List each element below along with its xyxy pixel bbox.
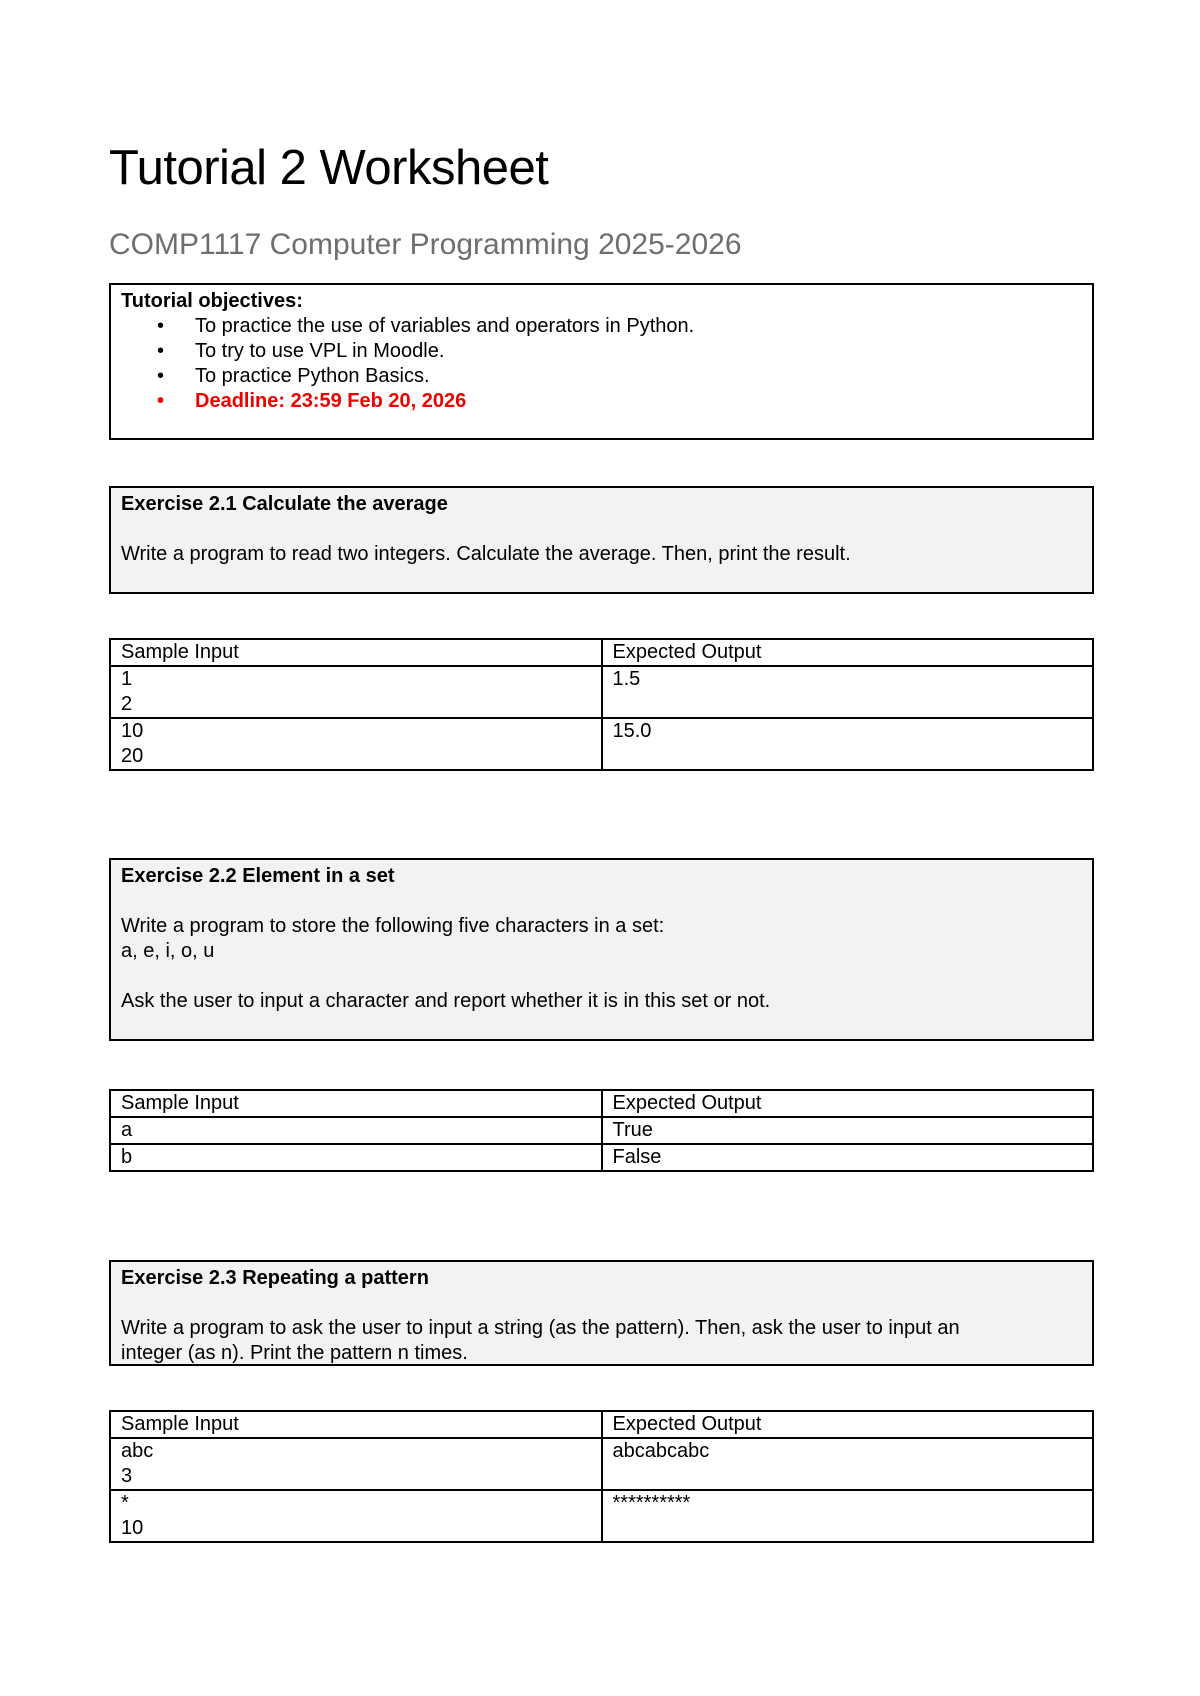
output-cell (602, 666, 1094, 718)
exercise-text: a, e, i, o, u (121, 940, 215, 962)
input-cell (110, 1438, 602, 1490)
input-cell (110, 1144, 602, 1171)
table-header-row (110, 1411, 1093, 1438)
input-cell (110, 666, 602, 718)
exercise-text: Write a program to ask the user to input a string (as the pattern). Then, ask the user to input an (121, 1317, 960, 1339)
column-header: Expected Output (602, 639, 1094, 666)
cell-line: False (612, 1146, 662, 1168)
exercise-heading: Exercise 2.3 Repeating a pattern (121, 1267, 429, 1289)
objective-item: • To practice Python Basics. (157, 364, 1082, 389)
table-row (110, 666, 1093, 718)
output-cell (602, 1117, 1094, 1144)
table-row (110, 718, 1093, 770)
output-cell (602, 718, 1094, 770)
table-header-row (110, 1090, 1093, 1117)
column-header: Expected Output (602, 1090, 1094, 1117)
page-title: Tutorial 2 Worksheet (109, 141, 549, 195)
cell-line: 3 (121, 1465, 133, 1487)
deadline-item: • Deadline: 23:59 Feb 20, 2026 (157, 389, 1082, 414)
exercise-2-3-box (109, 1260, 1094, 1366)
table-row (110, 1490, 1093, 1542)
exercise-2-2-box (109, 858, 1094, 1041)
exercise-2-3-table (109, 1410, 1094, 1543)
exercise-2-1-box (109, 486, 1094, 594)
input-cell (110, 1490, 602, 1542)
exercise-text: Write a program to read two integers. Calculate the average. Then, print the result. (121, 543, 851, 565)
exercise-heading: Exercise 2.1 Calculate the average (121, 493, 448, 515)
exercise-text: Write a program to store the following five characters in a set: (121, 915, 665, 937)
output-cell (602, 1144, 1094, 1171)
cell-line: ********** (612, 1492, 691, 1514)
cell-line: 10 (121, 1517, 144, 1539)
exercise-text: integer (as n). Print the pattern n times. (121, 1342, 468, 1364)
cell-line: 1 (121, 668, 133, 690)
page-subtitle: COMP1117 Computer Programming 2025-2026 (109, 228, 742, 261)
input-cell (110, 1117, 602, 1144)
cell-line: 15.0 (612, 720, 652, 742)
cell-line: 20 (121, 745, 144, 767)
table-row (110, 1144, 1093, 1171)
output-cell (602, 1438, 1094, 1490)
table-row (110, 1117, 1093, 1144)
objective-item: • To practice the use of variables and operators in Python. (157, 314, 1082, 339)
exercise-2-2-table (109, 1089, 1094, 1172)
column-header: Sample Input (110, 1411, 602, 1438)
table-header-row (110, 639, 1093, 666)
cell-line: b (121, 1146, 133, 1168)
objectives-heading: Tutorial objectives: (121, 290, 303, 312)
output-cell (602, 1490, 1094, 1542)
cell-line: a (121, 1119, 133, 1141)
input-cell (110, 718, 602, 770)
objectives-list (121, 314, 1082, 414)
cell-line: 2 (121, 693, 133, 715)
column-header: Sample Input (110, 1090, 602, 1117)
column-header: Sample Input (110, 639, 602, 666)
cell-line: * (121, 1492, 129, 1514)
objectives-box (109, 283, 1094, 440)
exercise-heading: Exercise 2.2 Element in a set (121, 865, 395, 887)
cell-line: True (612, 1119, 653, 1141)
blank-line (121, 964, 1082, 989)
column-header: Expected Output (602, 1411, 1094, 1438)
cell-line: abcabcabc (612, 1440, 710, 1462)
exercise-text: Ask the user to input a character and report whether it is in this set or not. (121, 990, 771, 1012)
cell-line: 1.5 (612, 668, 641, 690)
cell-line: 10 (121, 720, 144, 742)
exercise-2-1-table (109, 638, 1094, 771)
cell-line: abc (121, 1440, 154, 1462)
objective-item: • To try to use VPL in Moodle. (157, 339, 1082, 364)
table-row (110, 1438, 1093, 1490)
